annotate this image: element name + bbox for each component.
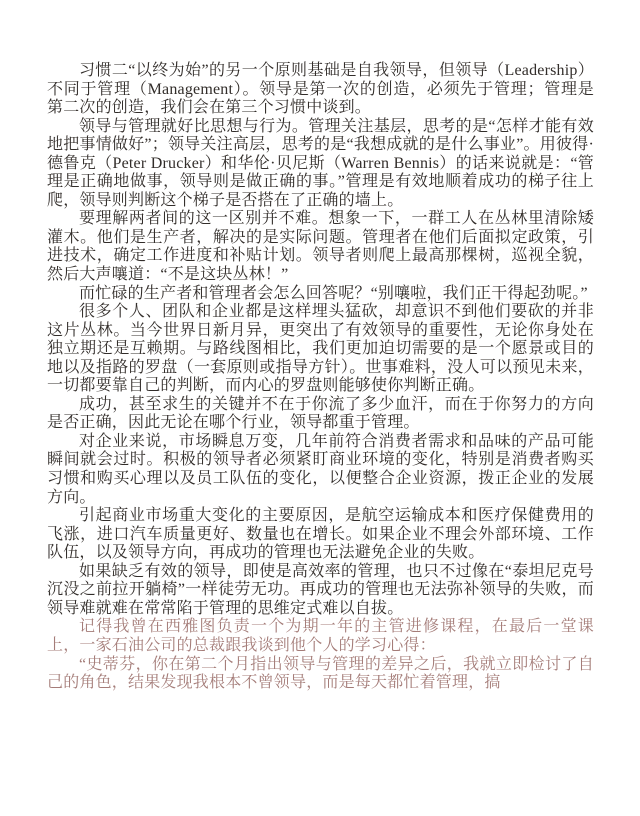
paragraph: 如果缺乏有效的领导，即使是高效率的管理，也只不过像在“泰坦尼克号沉没之前拉开躺椅”一样徒劳无功。再成功的管理也无法弥补领导的失败，而领导难就难在常常陷于管理的思维定式难以自拔。 [47, 562, 594, 617]
paragraph: “史蒂芬，你在第二个月指出领导与管理的差异之后，我就立即检讨了自己的角色，结果发现我根本不曾领导，而是每天都忙着管理，搞 [47, 655, 594, 692]
paragraph: 引起商业市场重大变化的主要原因，是航空运输成本和医疗保健费用的飞涨，进口汽车质量更好、数量也在增长。如果企业不理会外部环境、工作队伍，以及领导方向，再成功的管理也无法避免企业的失败。 [47, 507, 594, 562]
paragraph: 很多个人、团队和企业都是这样埋头猛砍，却意识不到他们要砍的并非这片丛林。当今世界日新月异，更突出了有效领导的重要性，无论你身处在独立期还是互赖期。与路线图相比，我们更加迫切需要的是一个愿景或目的地以及指路的罗盘（一套原则或指导方针）。世事难料，没人可以预见未来，一切都要靠自己的判断，而内心的罗盘则能够使你判断正确。 [47, 303, 594, 395]
paragraph: 记得我曾在西雅图负责一个为期一年的主管进修课程，在最后一堂课上，一家石油公司的总裁跟我谈到他个人的学习心得： [47, 618, 594, 654]
paragraph: 要理解两者间的这一区别并不难。想象一下，一群工人在丛林里清除矮灌木。他们是生产者，解决的是实际问题。管理者在他们后面拟定政策，引进技术，确定工作进度和补贴计划。领导者则爬上最高那棵树，巡视全貌，然后大声嚷道：“不是这块丛林！” [47, 210, 594, 284]
paragraph: 领导与管理就好比思想与行为。管理关注基层，思考的是“怎样才能有效地把事情做好”；领导关注高层，思考的是“我想成就的是什么事业”。用彼得·德鲁克（Peter Drucker）和华伦·贝尼斯（Warren Bennis）的话来说就是：“管理是正确地做事，领导则是做正确的事。”管理是有效地顺着成功的梯子往上爬，领导则判断这个梯子是否搭在了正确的墙上。 [47, 117, 594, 209]
paragraph: 对企业来说，市场瞬息万变，几年前符合消费者需求和品味的产品可能瞬间就会过时。积极的领导者必须紧盯商业环境的变化，特别是消费者购买习惯和购买心理以及员工队伍的变化，以便整合企业资源，拨正企业的发展方向。 [47, 432, 594, 506]
paragraph: 习惯二“以终为始”的另一个原则基础是自我领导，但领导（Leadership）不同于管理（Management）。领导是第一次的创造，必须先于管理；管理是第二次的创造，我们会在第三个习惯中谈到。 [47, 62, 594, 117]
paragraph: 成功，甚至求生的关键并不在于你流了多少血汗，而在于你努力的方向是否正确，因此无论在哪个行业，领导都重于管理。 [47, 395, 594, 432]
body-text-block [47, 62, 594, 693]
paragraph: 而忙碌的生产者和管理者会怎么回答呢？“别嚷啦，我们正干得起劲呢。” [79, 284, 588, 302]
